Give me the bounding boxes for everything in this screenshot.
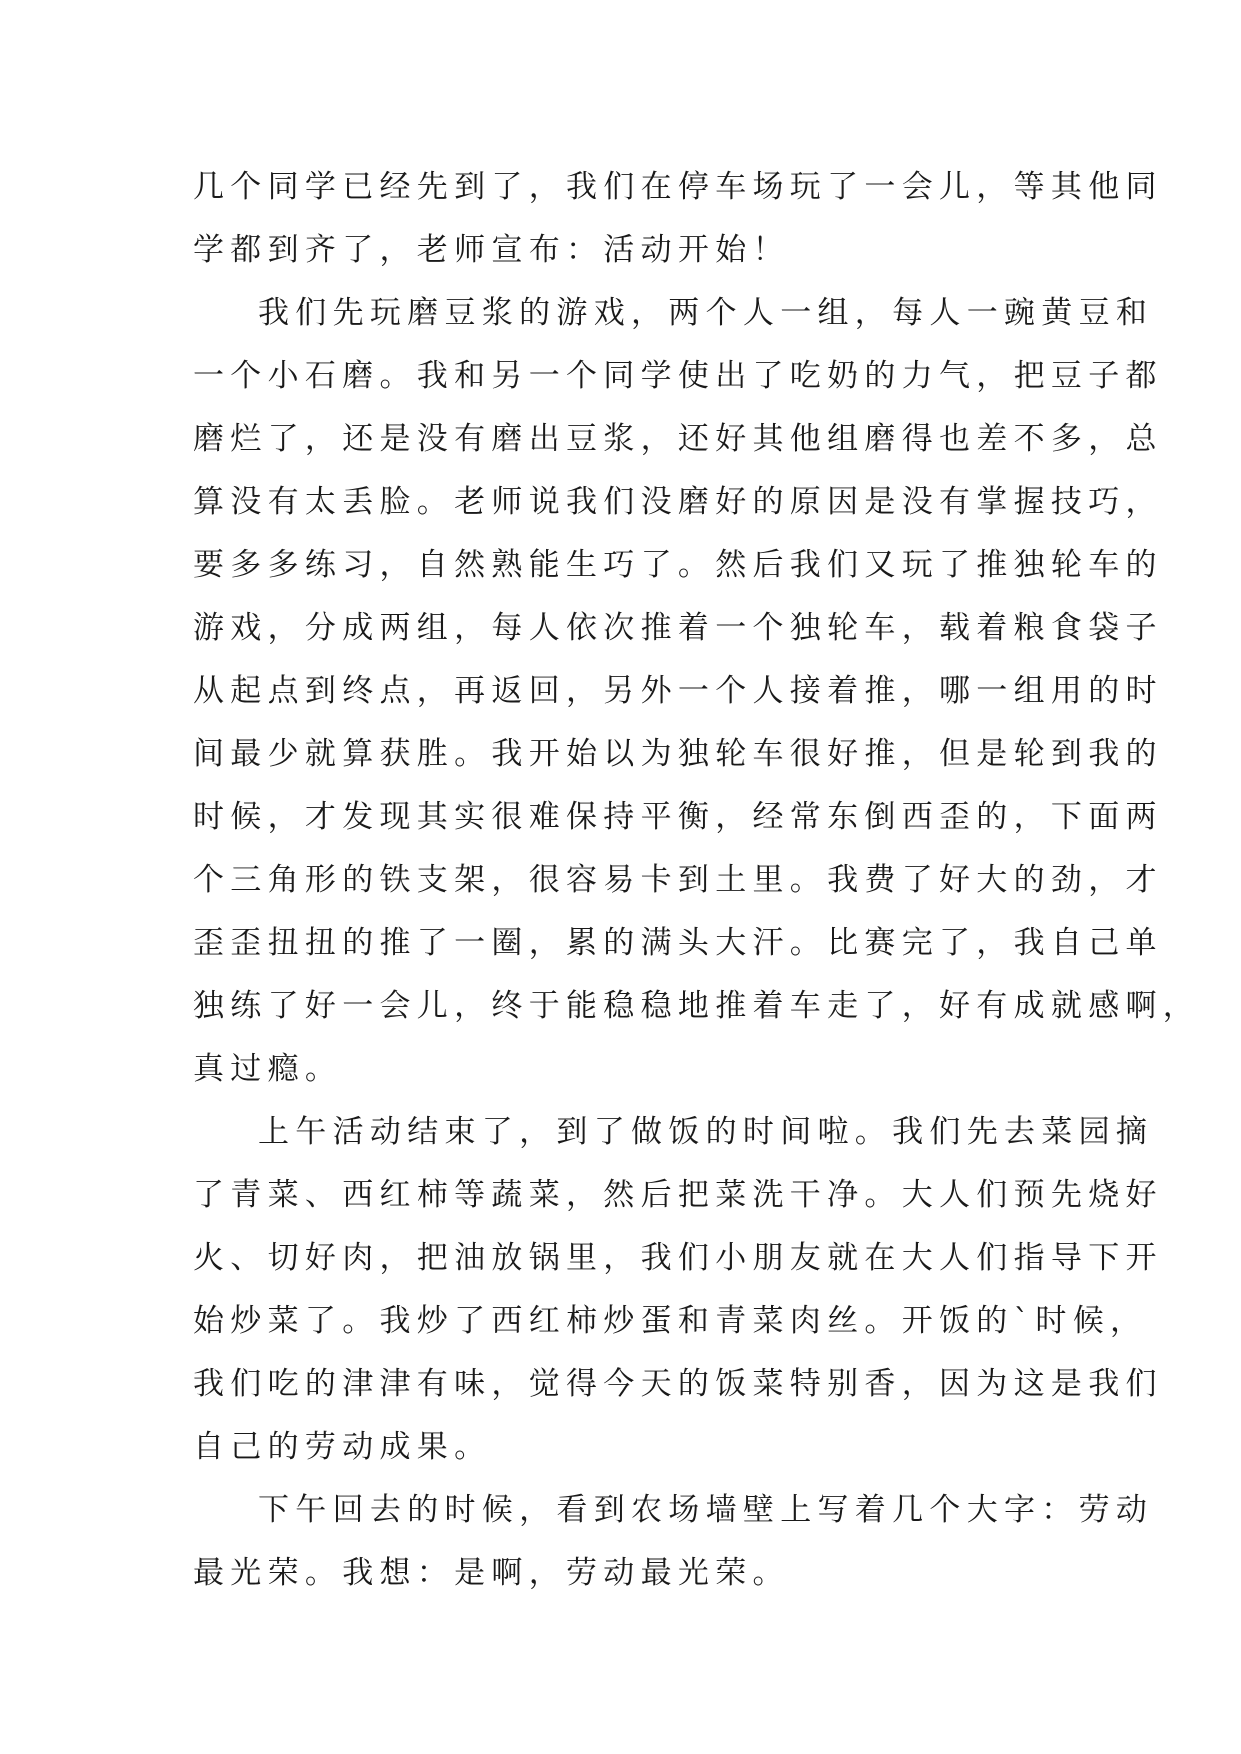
paragraph-start-line: 我们先玩磨豆浆的游戏，两个人一组，每人一豌黄豆和	[258, 295, 1154, 331]
text-line: 独练了好一会儿，终于能稳稳地推着车走了，好有成就感啊，	[193, 988, 1201, 1024]
text-line: 时候，才发现其实很难保持平衡，经常东倒西歪的，下面两	[193, 799, 1163, 835]
text-line: 最光荣。我想：是啊，劳动最光荣。	[193, 1555, 790, 1591]
text-line: 自己的劳动成果。	[193, 1429, 492, 1465]
text-line: 间最少就算获胜。我开始以为独轮车很好推，但是轮到我的	[193, 736, 1163, 772]
text-line: 几个同学已经先到了，我们在停车场玩了一会儿，等其他同	[193, 169, 1163, 205]
text-line: 歪歪扭扭的推了一圈，累的满头大汗。比赛完了，我自己单	[193, 925, 1163, 961]
text-line: 游戏，分成两组，每人依次推着一个独轮车，载着粮食袋子	[193, 610, 1163, 646]
essay-body	[193, 156, 1201, 1605]
text-line: 学都到齐了，老师宣布：活动开始！	[193, 232, 790, 268]
text-line: 算没有太丢脸。老师说我们没磨好的原因是没有掌握技巧，	[193, 484, 1163, 520]
text-line: 要多多练习，自然熟能生巧了。然后我们又玩了推独轮车的	[193, 547, 1163, 583]
text-line: 磨烂了，还是没有磨出豆浆，还好其他组磨得也差不多，总	[193, 421, 1163, 457]
paragraph-start-line: 下午回去的时候，看到农场墙壁上写着几个大字：劳动	[258, 1492, 1154, 1528]
text-line: 火、切好肉，把油放锅里，我们小朋友就在大人们指导下开	[193, 1240, 1163, 1276]
text-line: 我们吃的津津有味，觉得今天的饭菜特别香，因为这是我们	[193, 1366, 1163, 1402]
text-line: 从起点到终点，再返回，另外一个人接着推，哪一组用的时	[193, 673, 1163, 709]
text-line: 真过瘾。	[193, 1051, 343, 1087]
text-line: 一个小石磨。我和另一个同学使出了吃奶的力气，把豆子都	[193, 358, 1163, 394]
text-line: 始炒菜了。我炒了西红柿炒蛋和青菜肉丝。开饭的`时候，	[193, 1303, 1148, 1339]
text-line: 了青菜、西红柿等蔬菜，然后把菜洗干净。大人们预先烧好	[193, 1177, 1163, 1213]
text-line: 个三角形的铁支架，很容易卡到土里。我费了好大的劲，才	[193, 862, 1163, 898]
paragraph-start-line: 上午活动结束了，到了做饭的时间啦。我们先去菜园摘	[258, 1114, 1154, 1150]
